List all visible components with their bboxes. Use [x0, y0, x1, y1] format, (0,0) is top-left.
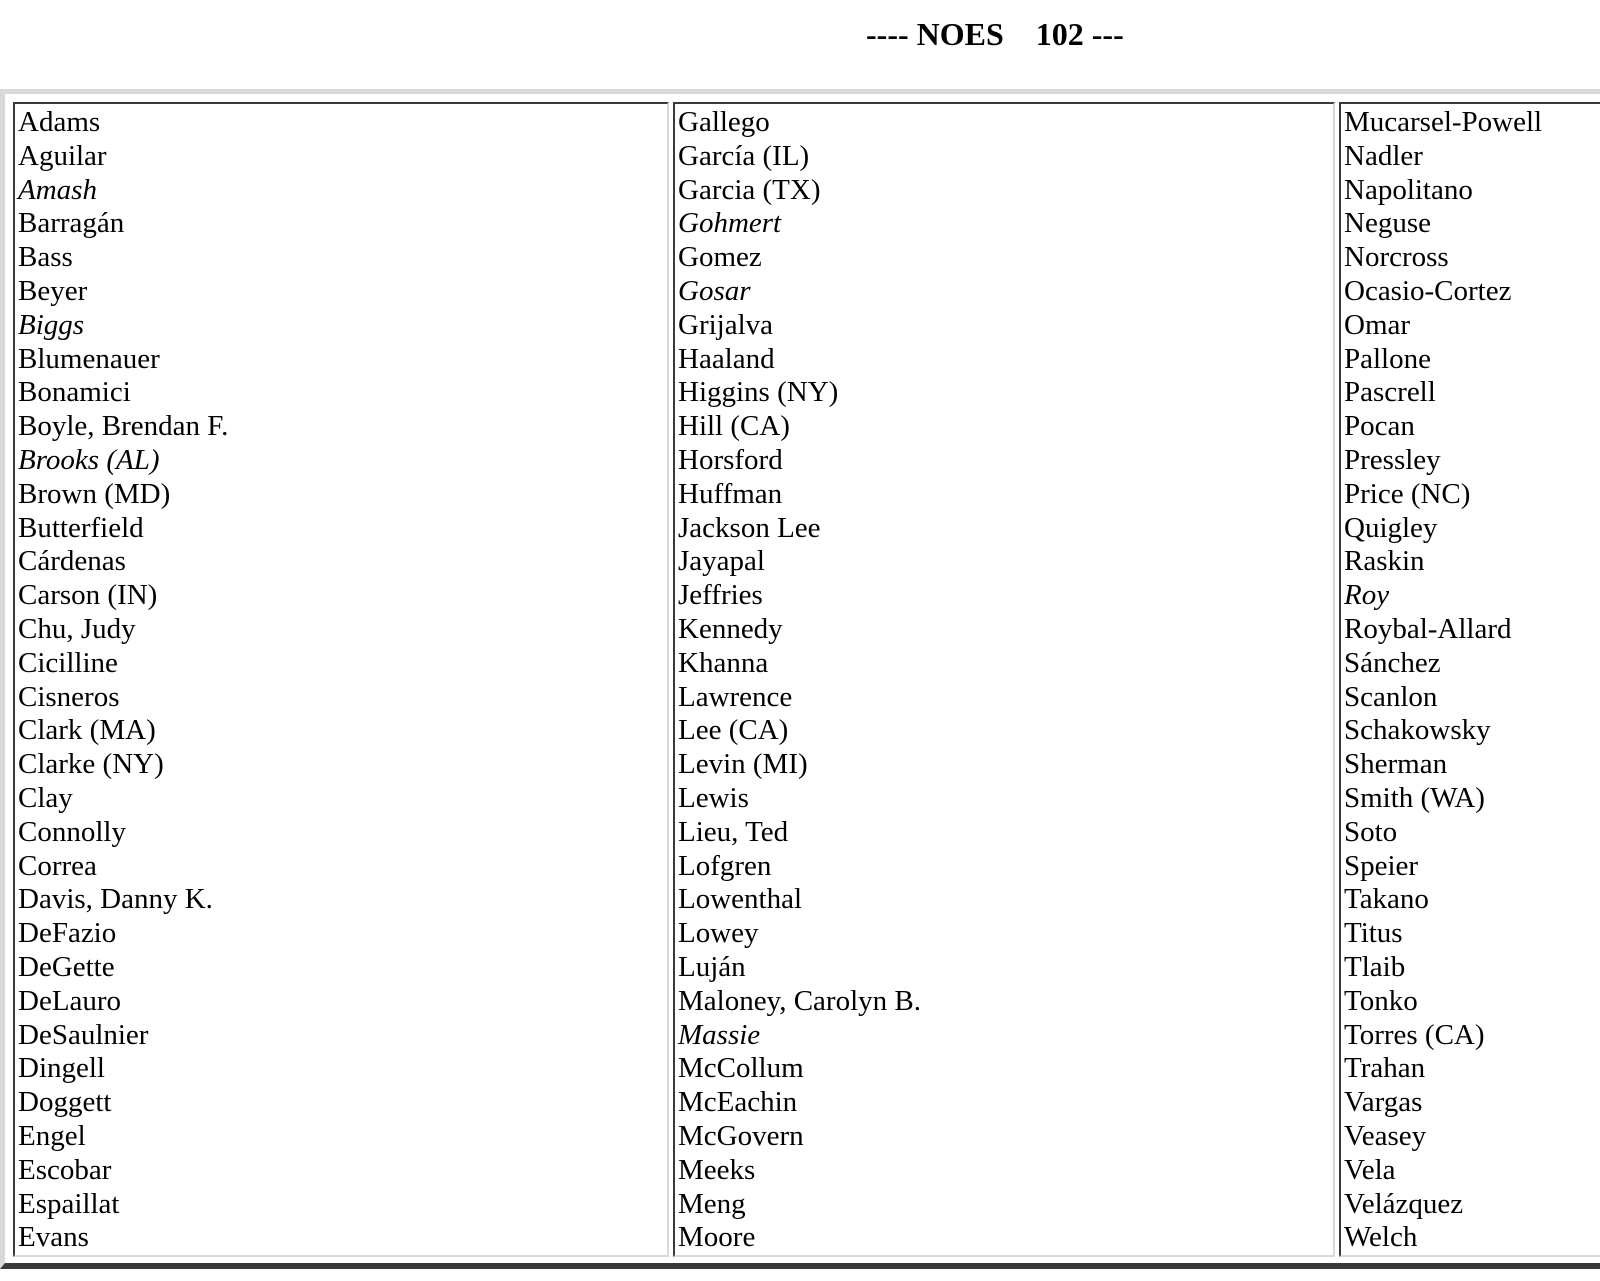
member-name: Clay [18, 781, 73, 814]
member-name: Gosar [678, 274, 751, 307]
member-name: García (IL) [678, 139, 810, 172]
member-name: Welch [1344, 1221, 1418, 1254]
member-name: Tonko [1344, 984, 1418, 1017]
member-name: Mucarsel-Powell [1344, 106, 1543, 138]
member-name: Davis, Danny K. [18, 883, 213, 916]
member-name: Price (NC) [1344, 477, 1471, 510]
member-name: Aguilar [18, 139, 107, 172]
member-name: Biggs [18, 308, 85, 341]
member-name: McEachin [678, 1086, 798, 1119]
member-name: Escobar [18, 1153, 112, 1186]
member-name: Lofgren [678, 849, 772, 882]
member-name: Torres (CA) [1344, 1018, 1485, 1051]
member-name: Haaland [678, 342, 775, 375]
member-name: Bass [18, 241, 73, 274]
member-name: Pallone [1344, 342, 1431, 375]
member-name: Pressley [1344, 443, 1441, 476]
member-name: Speier [1344, 849, 1419, 882]
member-name: Garcia (TX) [678, 173, 821, 206]
member-name: DeSaulnier [18, 1018, 149, 1051]
member-name: Scanlon [1344, 680, 1438, 713]
member-name: Pocan [1344, 410, 1415, 443]
noes-table [0, 89, 1600, 1269]
noes-column-2 [673, 102, 1335, 1257]
member-name: Dingell [18, 1052, 105, 1085]
member-name: Grijalva [678, 308, 774, 341]
member-name: Lawrence [678, 680, 793, 713]
member-name: Smith (WA) [1344, 781, 1485, 814]
member-name: DeGette [18, 950, 115, 983]
member-name: Gallego [678, 106, 770, 138]
noes-column-3 [1339, 102, 1600, 1257]
member-name: Horsford [678, 443, 783, 476]
member-name: Titus [1344, 917, 1403, 950]
member-name: Cicilline [18, 646, 118, 679]
member-name: Clarke (NY) [18, 748, 164, 781]
member-name: Jayapal [678, 545, 765, 578]
member-name: Khanna [678, 646, 769, 679]
member-name: Lowenthal [678, 883, 803, 916]
member-name: Chu, Judy [18, 612, 136, 645]
member-name: McGovern [678, 1119, 804, 1152]
member-name: Amash [18, 173, 97, 206]
member-name: Raskin [1344, 545, 1425, 578]
member-name: Connolly [18, 815, 126, 848]
member-name: Carson (IN) [18, 579, 158, 612]
member-name: Meng [678, 1187, 746, 1220]
member-name: McCollum [678, 1052, 804, 1085]
member-name: Soto [1344, 815, 1398, 848]
member-name: Hill (CA) [678, 410, 790, 443]
member-name: Jeffries [678, 579, 763, 612]
member-name: Omar [1344, 308, 1411, 341]
member-name: Moore [678, 1221, 756, 1254]
member-name: Boyle, Brendan F. [18, 410, 229, 443]
member-name: Veasey [1344, 1119, 1427, 1152]
member-name: Engel [18, 1119, 86, 1152]
member-name: Meeks [678, 1153, 756, 1186]
member-name: Neguse [1344, 207, 1431, 240]
member-name: Maloney, Carolyn B. [678, 984, 921, 1017]
member-name: DeFazio [18, 917, 117, 950]
member-name: Schakowsky [1344, 714, 1491, 747]
member-name: Brooks (AL) [18, 443, 160, 476]
member-name: Evans [18, 1221, 89, 1254]
member-name: Cárdenas [18, 545, 126, 578]
member-name: Norcross [1344, 241, 1449, 274]
member-name: DeLauro [18, 984, 122, 1017]
member-name: Ocasio-Cortez [1344, 274, 1512, 307]
member-name: Jackson Lee [678, 511, 821, 544]
member-name: Napolitano [1344, 173, 1473, 206]
noes-column-1 [13, 102, 669, 1257]
member-name: Nadler [1344, 139, 1423, 172]
member-name: Pascrell [1344, 376, 1436, 409]
member-name: Doggett [18, 1086, 112, 1119]
member-name: Lowey [678, 917, 759, 950]
member-name: Higgins (NY) [678, 376, 839, 409]
member-name: Beyer [18, 274, 88, 307]
member-name: Correa [18, 849, 97, 882]
member-name: Blumenauer [18, 342, 160, 375]
member-name: Sánchez [1344, 646, 1441, 679]
member-name: Adams [18, 106, 101, 138]
member-name: Brown (MD) [18, 477, 171, 510]
member-name: Sherman [1344, 748, 1448, 781]
vote-heading: ---- NOES 102 --- [866, 16, 1124, 52]
member-name: Vela [1344, 1153, 1396, 1186]
member-name: Roybal-Allard [1344, 612, 1512, 645]
member-name: Tlaib [1344, 950, 1406, 983]
member-name: Luján [678, 950, 746, 983]
member-name: Barragán [18, 207, 125, 240]
member-name: Lee (CA) [678, 714, 789, 747]
member-name: Kennedy [678, 612, 783, 645]
member-name: Espaillat [18, 1187, 120, 1220]
member-name: Bonamici [18, 376, 131, 409]
member-name: Massie [678, 1018, 761, 1051]
member-name: Butterfield [18, 511, 144, 544]
member-name: Quigley [1344, 511, 1438, 544]
member-name: Huffman [678, 477, 783, 510]
member-name: Takano [1344, 883, 1429, 916]
member-name: Roy [1344, 579, 1390, 612]
member-name: Velázquez [1344, 1187, 1464, 1220]
member-name: Lewis [678, 781, 749, 814]
member-name: Clark (MA) [18, 714, 156, 747]
member-name: Vargas [1344, 1086, 1423, 1119]
member-name: Gohmert [678, 207, 782, 240]
member-name: Gomez [678, 241, 762, 274]
member-name: Levin (MI) [678, 748, 808, 781]
member-name: Cisneros [18, 680, 120, 713]
member-name: Lieu, Ted [678, 815, 789, 848]
member-name: Trahan [1344, 1052, 1426, 1085]
